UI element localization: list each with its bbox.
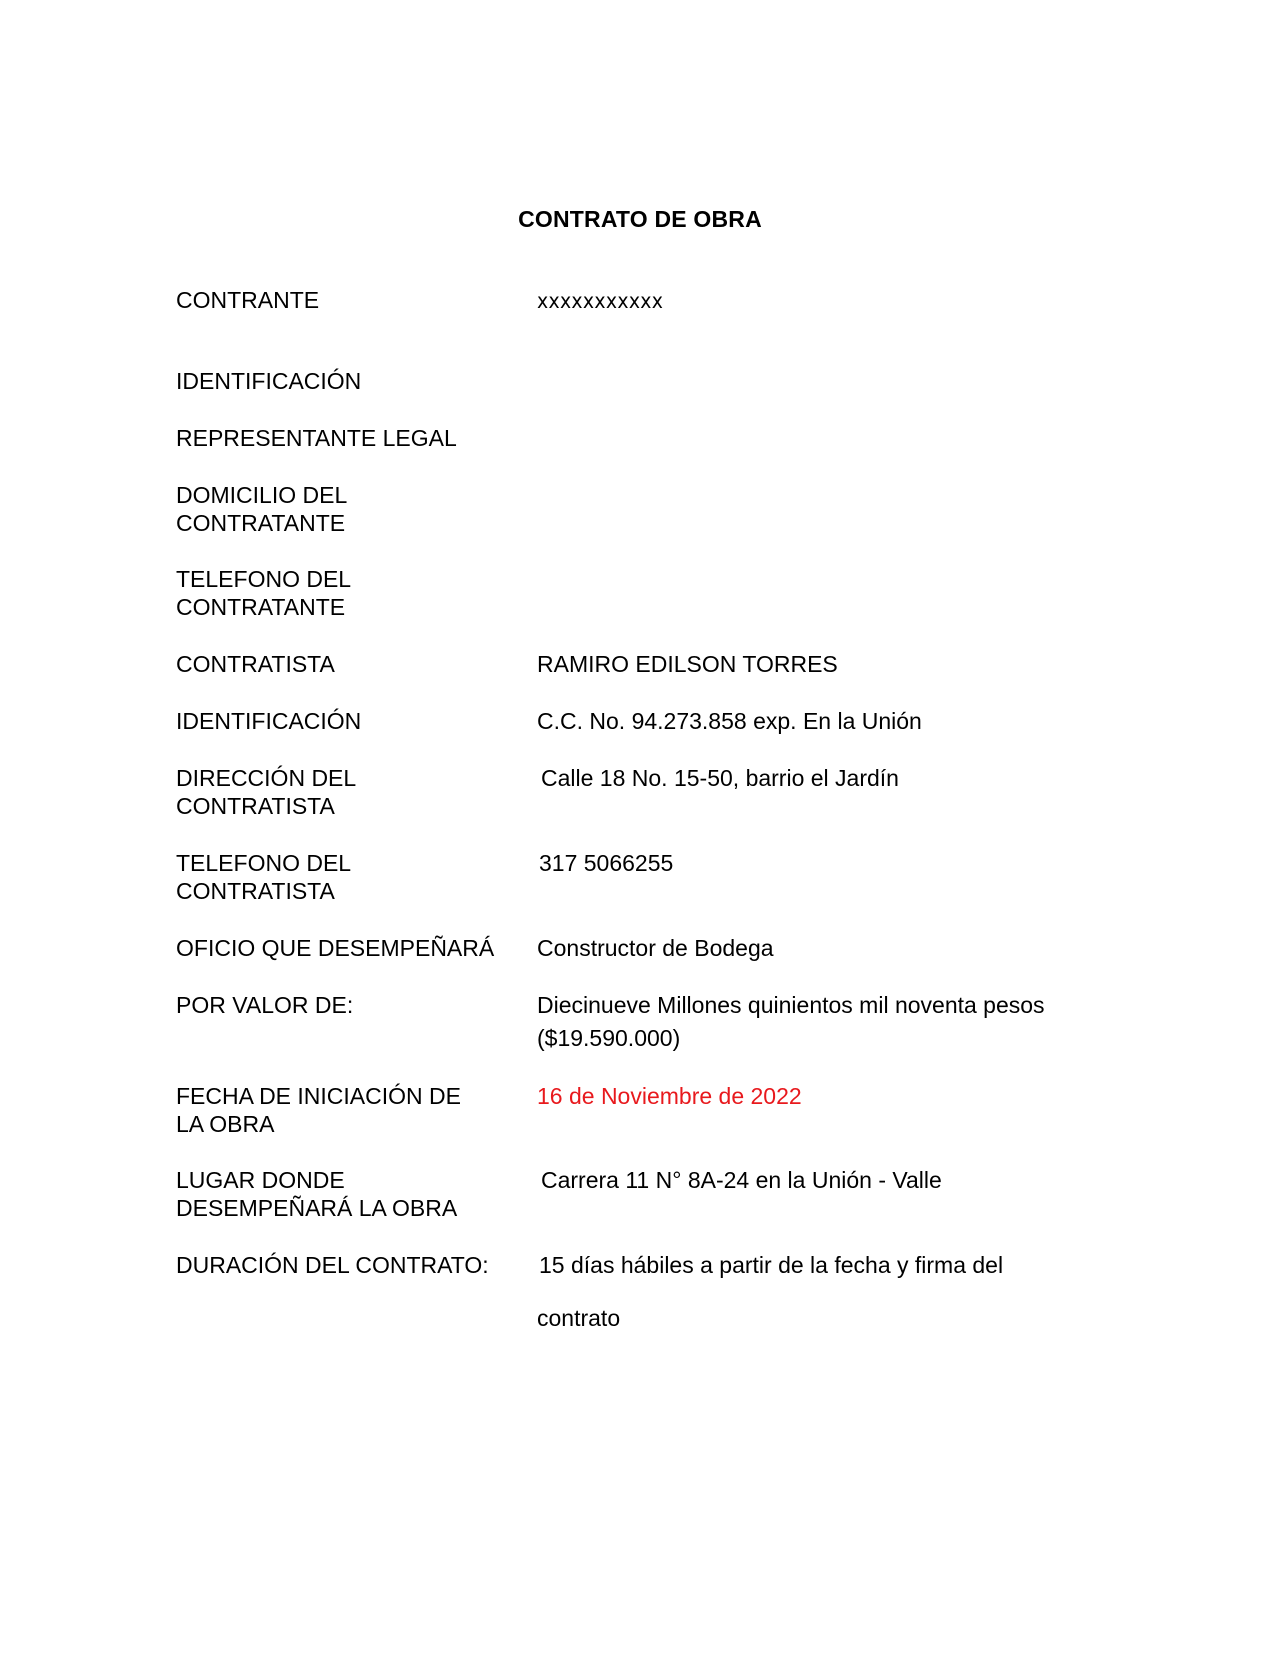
label-contrante: CONTRANTE — [176, 287, 320, 313]
value-contrante: xxxxxxxxxxx — [537, 289, 664, 313]
value-telefono-contratista: 317 5066255 — [539, 850, 674, 876]
label-domicilio-contratante-line2: CONTRATANTE — [176, 510, 346, 536]
label-identificacion-contratista: IDENTIFICACIÓN — [176, 708, 362, 734]
label-representante-legal: REPRESENTANTE LEGAL — [176, 425, 457, 451]
label-domicilio-contratante-line1: DOMICILIO DEL — [176, 482, 348, 508]
label-lugar-line1: LUGAR DONDE — [176, 1167, 345, 1193]
document-title: CONTRATO DE OBRA — [518, 206, 762, 232]
label-contratista: CONTRATISTA — [176, 651, 335, 677]
label-telefono-contratante-line2: CONTRATANTE — [176, 594, 346, 620]
value-direccion-contratista: Calle 18 No. 15-50, barrio el Jardín — [541, 765, 899, 791]
label-telefono-contratante-line1: TELEFONO DEL — [176, 566, 352, 592]
label-fecha-iniciacion-line1: FECHA DE INICIACIÓN DE — [176, 1083, 461, 1109]
value-oficio: Constructor de Bodega — [537, 935, 774, 961]
value-por-valor-line1: Diecinueve Millones quinientos mil noventa pesos — [537, 992, 1045, 1018]
label-oficio: OFICIO QUE DESEMPEÑARÁ — [176, 935, 495, 961]
value-duracion-line2: contrato — [537, 1305, 621, 1331]
label-por-valor: POR VALOR DE: — [176, 992, 354, 1018]
label-telefono-contratista-line2: CONTRATISTA — [176, 878, 335, 904]
value-contratista: RAMIRO EDILSON TORRES — [537, 651, 838, 677]
label-direccion-contratista-line1: DIRECCIÓN DEL — [176, 765, 357, 791]
label-fecha-iniciacion-line2: LA OBRA — [176, 1111, 275, 1137]
label-lugar-line2: DESEMPEÑARÁ LA OBRA — [176, 1195, 458, 1221]
value-fecha-iniciacion: 16 de Noviembre de 2022 — [537, 1083, 802, 1109]
label-identificacion-contratante: IDENTIFICACIÓN — [176, 368, 362, 394]
value-por-valor-line2: ($19.590.000) — [537, 1025, 681, 1051]
value-identificacion-contratista: C.C. No. 94.273.858 exp. En la Unión — [537, 708, 922, 734]
value-duracion-line1: 15 días hábiles a partir de la fecha y firma del — [539, 1252, 1004, 1278]
value-lugar: Carrera 11 N° 8A-24 en la Unión - Valle — [541, 1167, 942, 1193]
label-duracion: DURACIÓN DEL CONTRATO: — [176, 1252, 489, 1278]
label-telefono-contratista-line1: TELEFONO DEL — [176, 850, 352, 876]
label-direccion-contratista-line2: CONTRATISTA — [176, 793, 335, 819]
